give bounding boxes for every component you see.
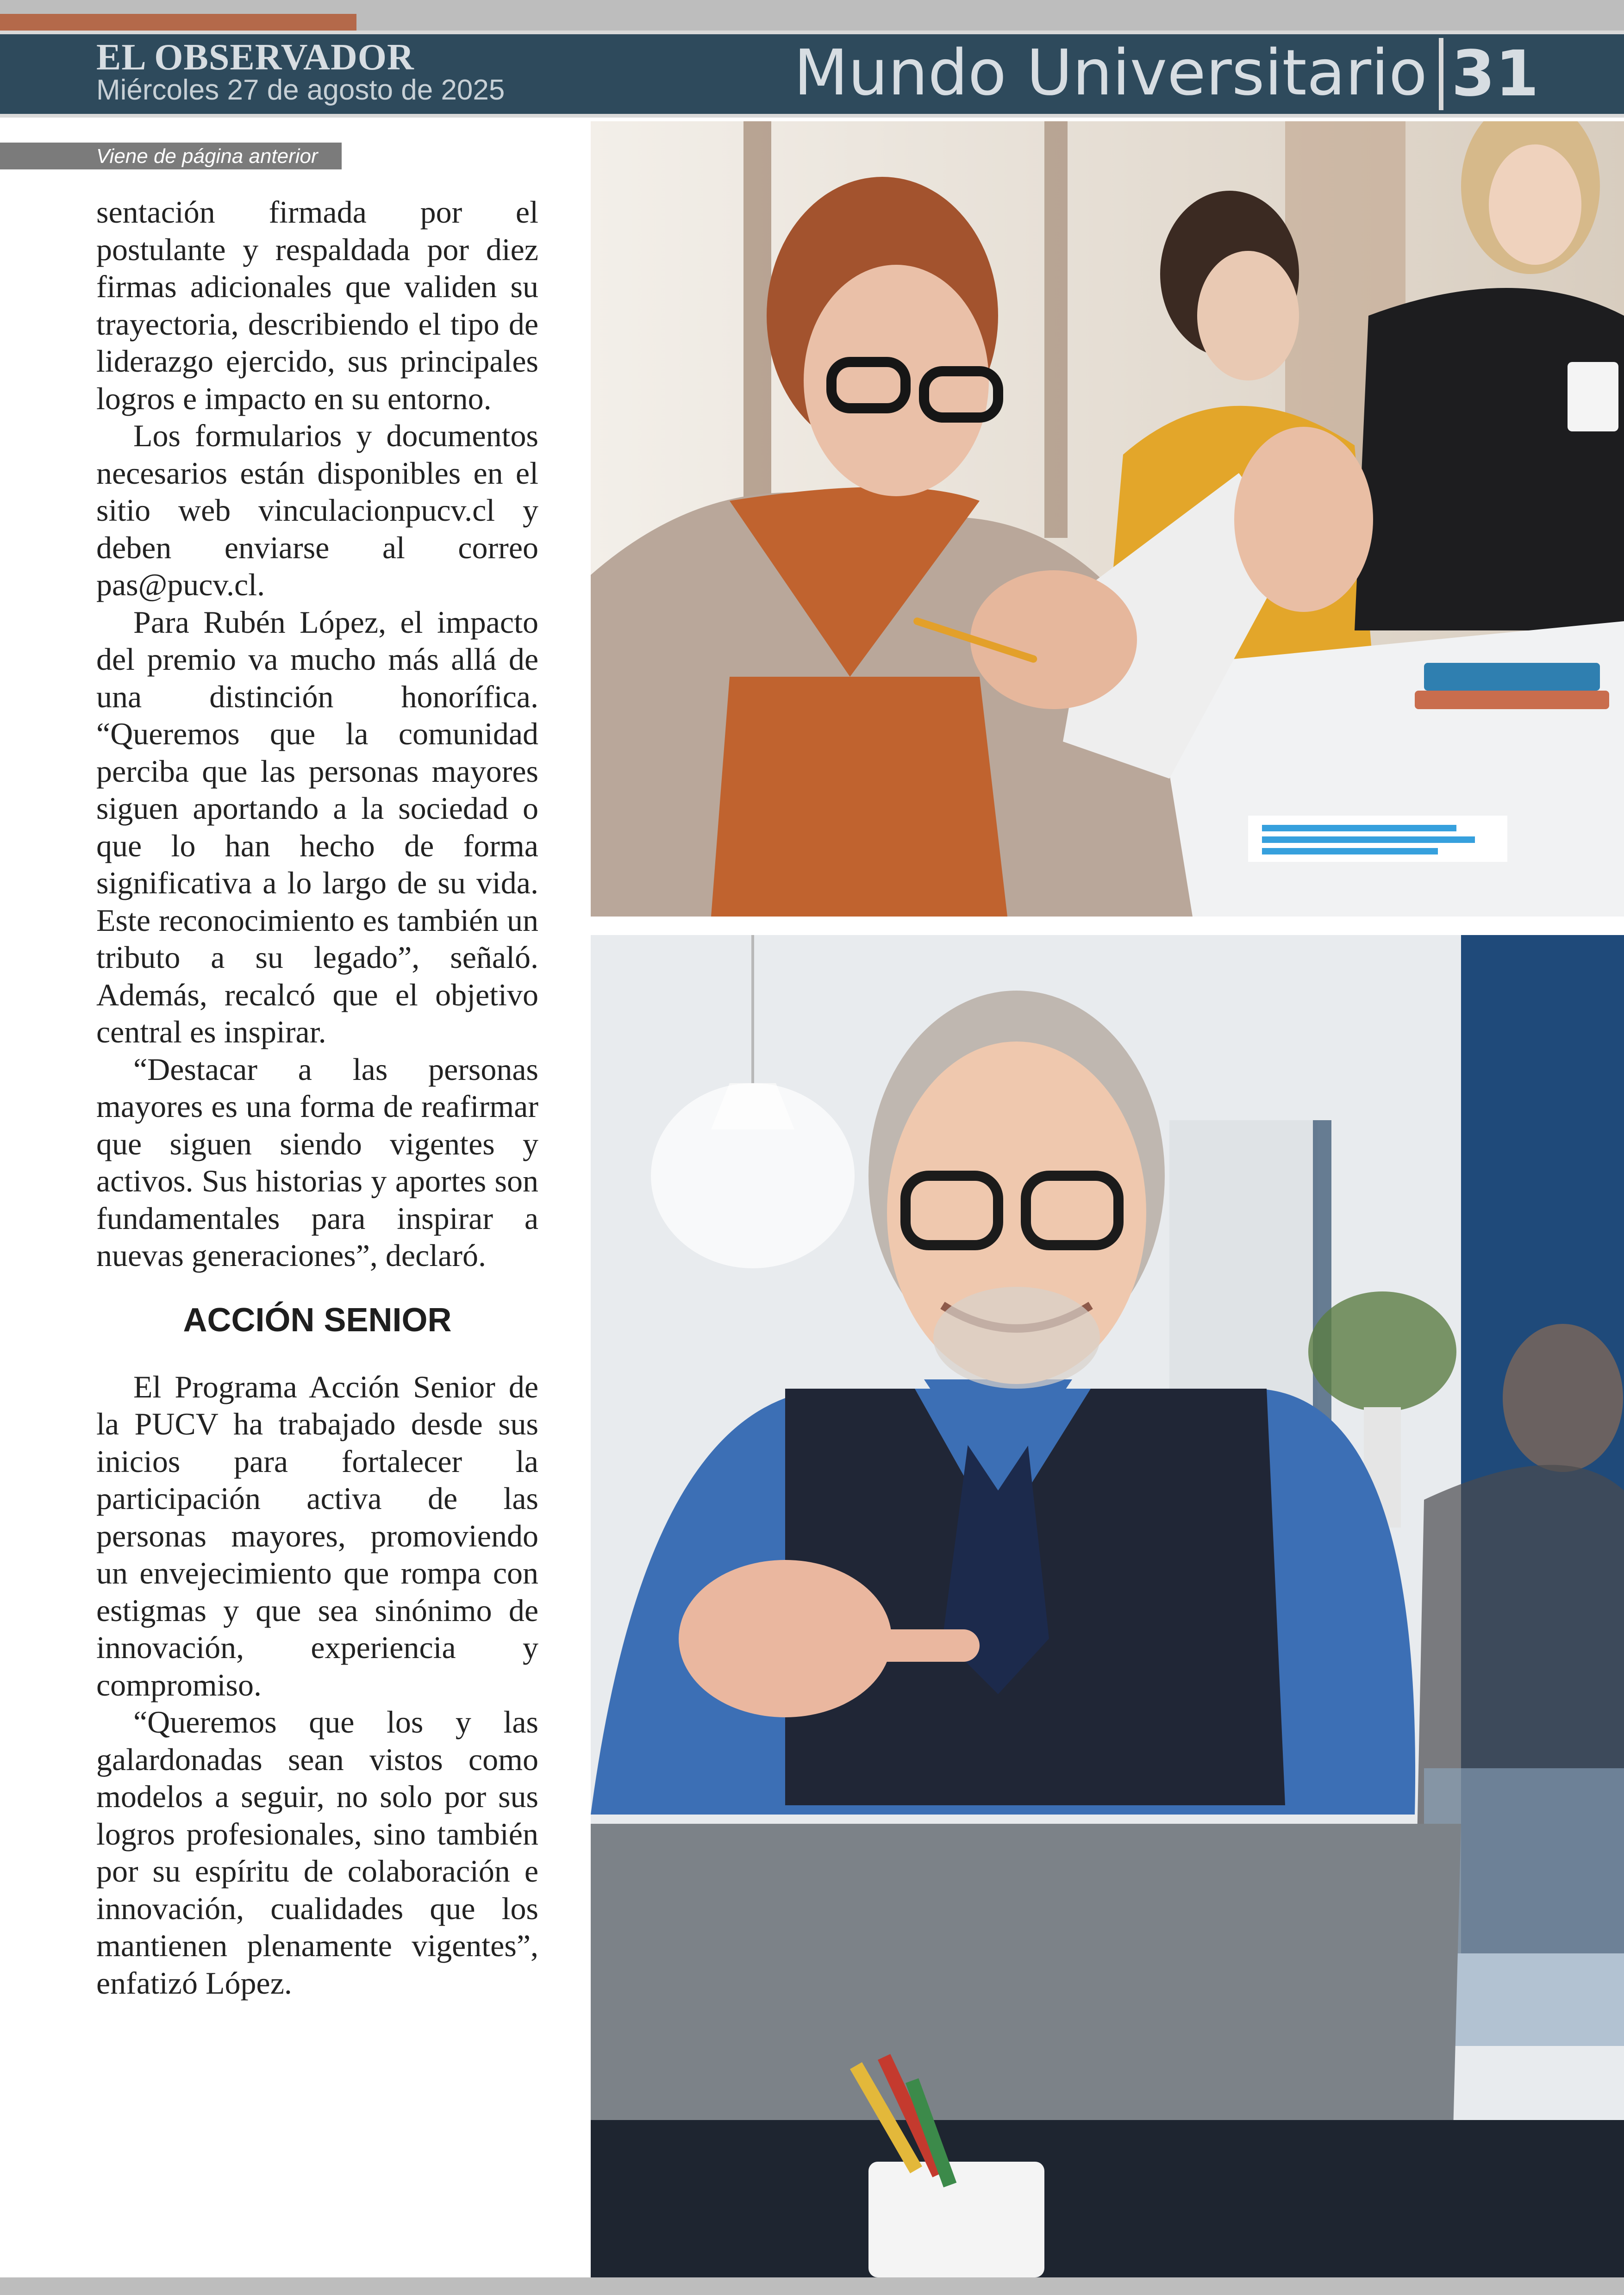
- article-subheading: ACCIÓN SENIOR: [183, 1301, 452, 1339]
- article-paragraph: Para Rubén López, el impacto del premio va mucho más allá de una distinción honorífica. “Queremos que la comunidad perciba que las personas mayores siguen aportando a la sociedad o que lo han hecho de forma significativa a lo largo de su vida. Este reconocimiento es también un tributo a su legado”, señaló. Además, recalcó que el objetivo central es inspirar.: [96, 604, 538, 1049]
- article-paragraph: El Programa Acción Senior de la PUCV ha trabajado desde sus inicios para fortalecer la participación activa de las personas mayores, promoviendo un envejecimiento que rompa con estigmas y que sea sinónimo de innovación, experiencia y compromiso.: [96, 1369, 538, 1703]
- top-accent-bar: [0, 14, 356, 31]
- article-column: [96, 193, 538, 2002]
- masthead: EL OBSERVADOR: [96, 37, 414, 78]
- bottom-border-bar: [0, 2277, 1624, 2295]
- article-paragraph: sentación firmada por el postulante y respaldada por diez firmas adicionales que validen su trayectoria, describiendo el tipo de liderazgo ejercido, sus principales logros e impacto en su entorno.: [96, 194, 538, 416]
- photo-man-laptop: [591, 935, 1624, 2277]
- article-paragraph: “Destacar a las personas mayores es una forma de reafirmar que siguen siendo vigentes y activos. Sus historias y aportes son fundamentales para inspirar a nuevas generaciones”, declaró.: [96, 1051, 538, 1273]
- page-number: 31: [1451, 37, 1539, 111]
- article-paragraph: “Queremos que los y las galardonadas sean vistos como modelos a seguir, no solo por sus logros profesionales, sino también por su espíritu de colaboración e innovación, cualidades que los mantienen plenamente vigentes”, enfatizó López.: [96, 1704, 538, 2001]
- photo-woman-writing-illustration: [591, 121, 1624, 917]
- photo-man-laptop-illustration: [591, 935, 1624, 2277]
- article-paragraph: Los formularios y documentos necesarios están disponibles en el sitio web vinculacionpucv.cl y deben enviarse al correo pas@pucv.cl.: [96, 418, 538, 602]
- continued-from-previous-tab: [0, 143, 342, 169]
- section-title: Mundo Universitario: [793, 37, 1427, 110]
- photo-woman-writing: [591, 121, 1624, 917]
- continued-label: Viene de página anterior: [96, 145, 318, 168]
- page-header: [0, 31, 1624, 118]
- publication-date: Miércoles 27 de agosto de 2025: [96, 74, 505, 106]
- header-divider: [1439, 38, 1443, 110]
